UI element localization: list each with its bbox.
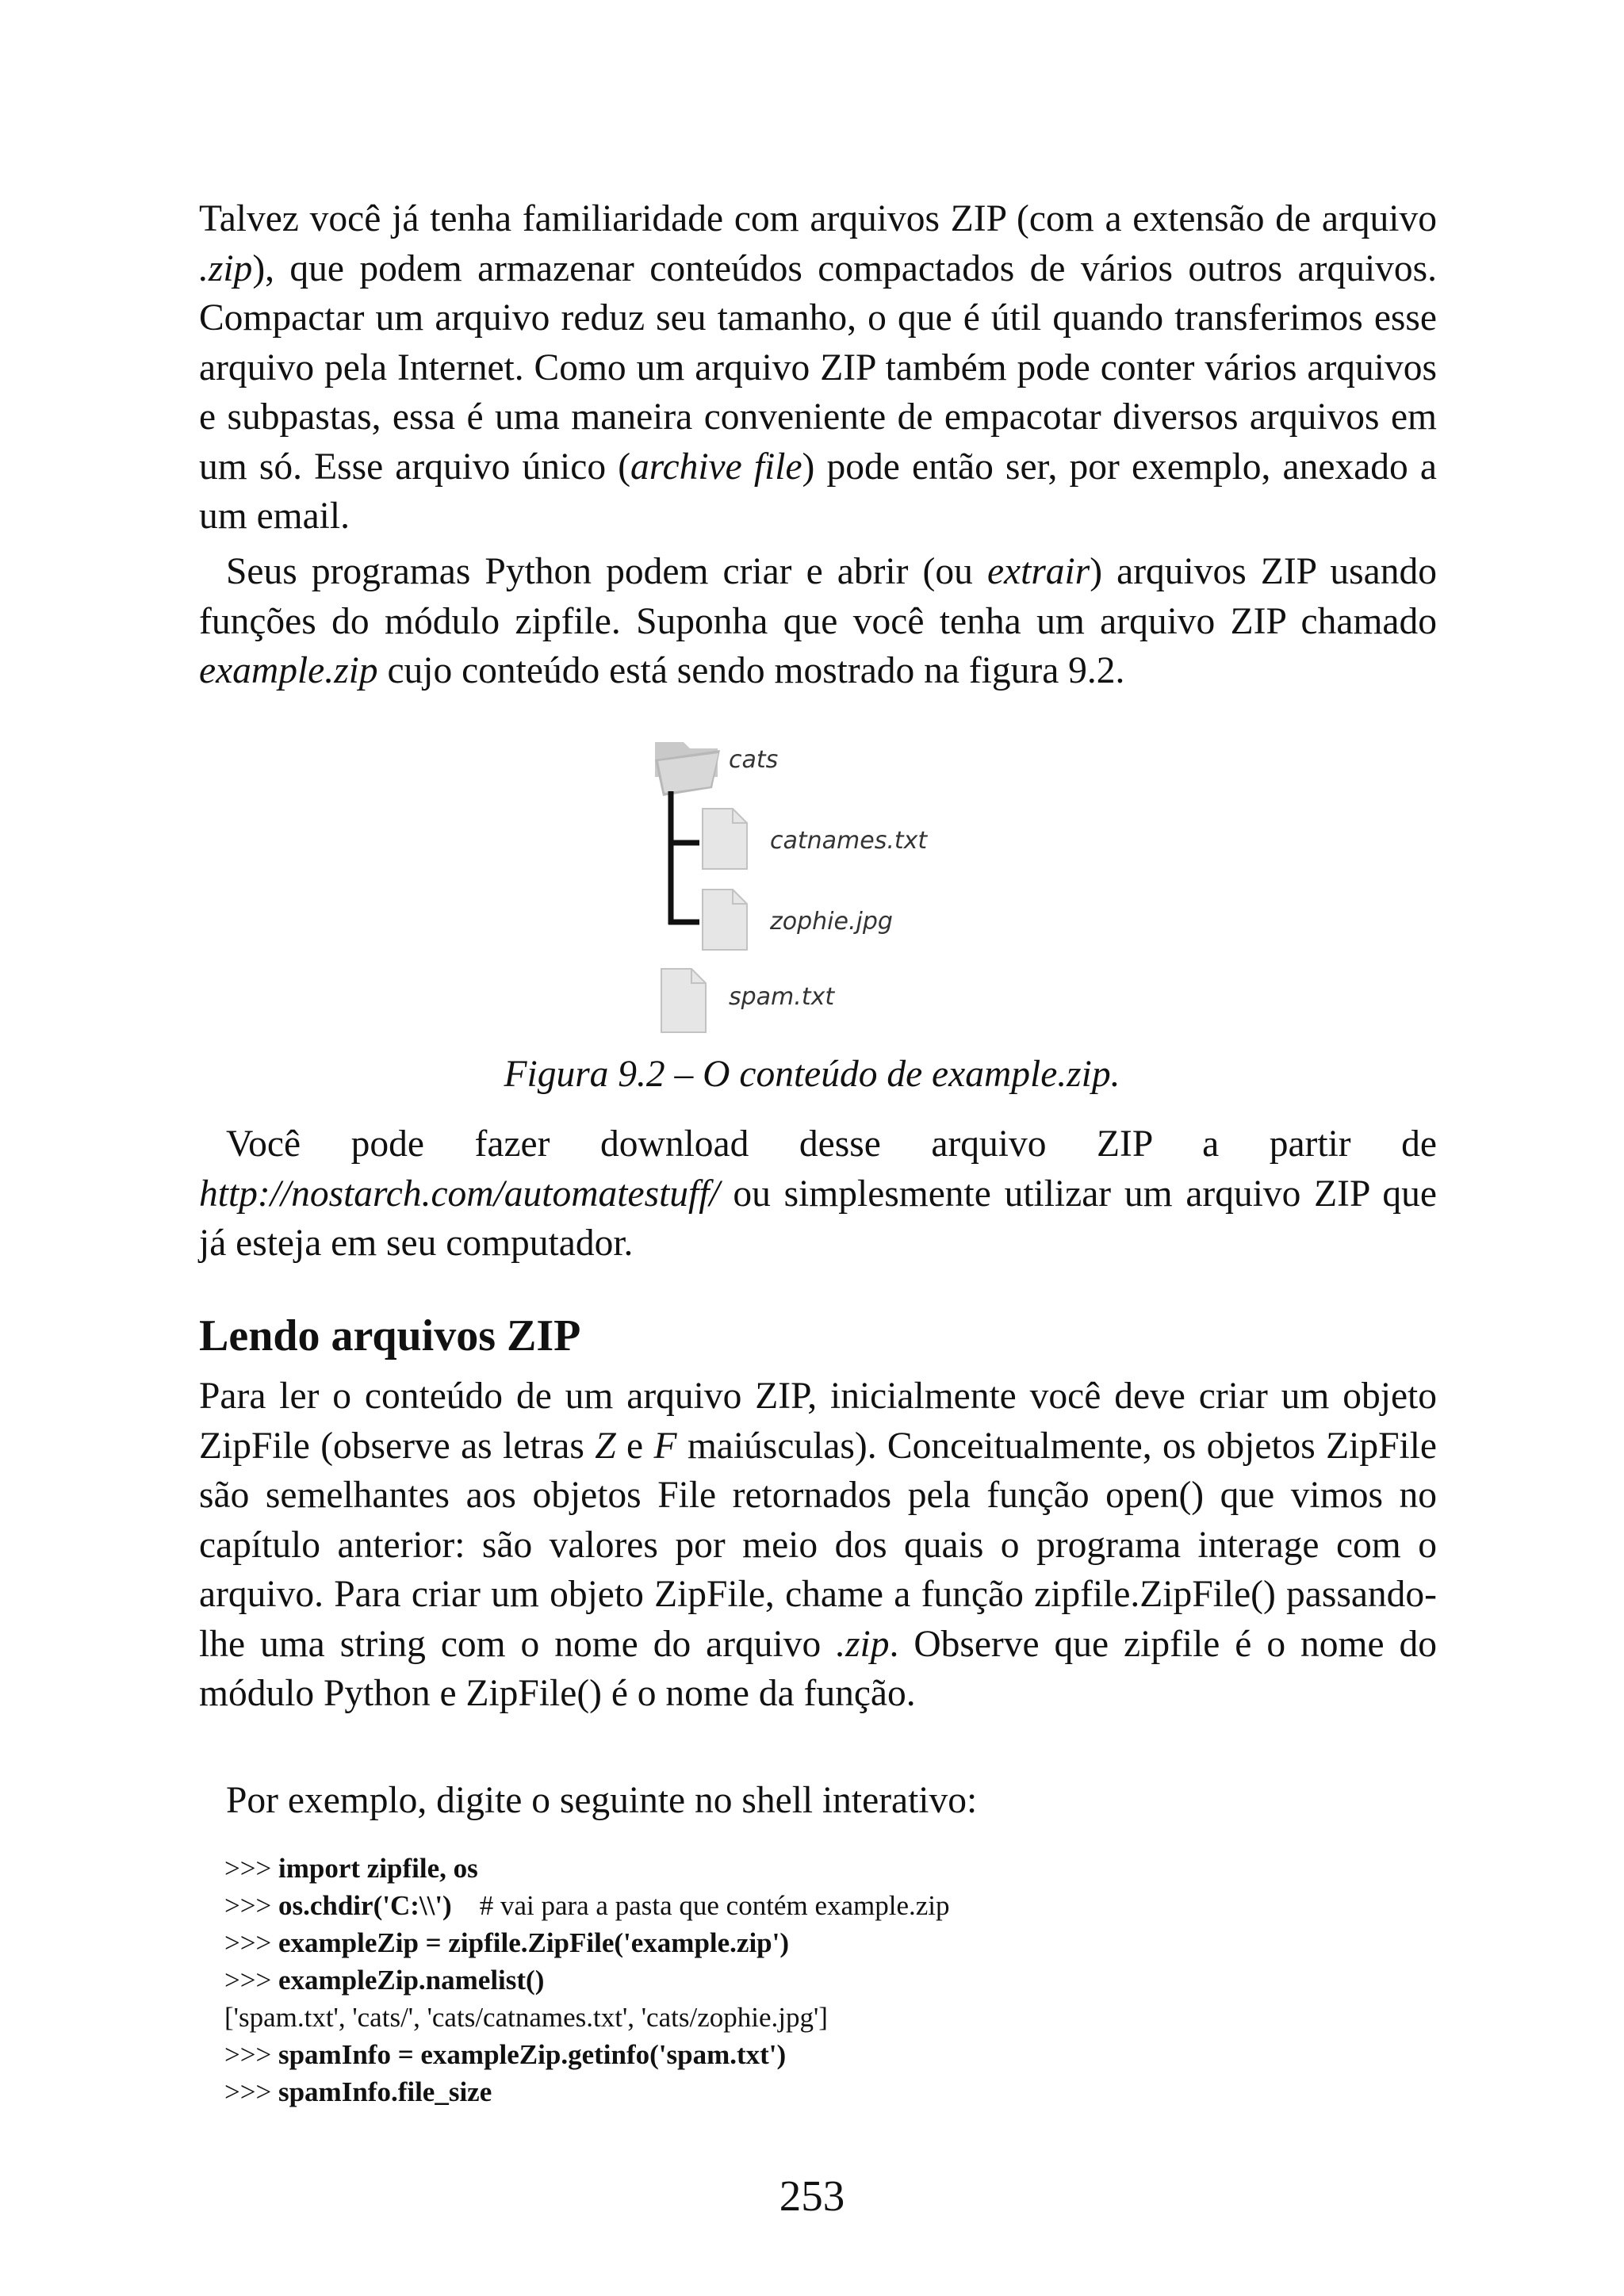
zip-tree-diagram (0, 721, 1624, 1039)
page-number: 253 (779, 2172, 845, 2220)
paragraph-zip-intro (199, 194, 1437, 541)
file-icon (661, 969, 706, 1032)
section-heading: Lendo arquivos ZIP (199, 1311, 581, 1360)
text-run: Talvez você já tenha familiaridade com arquivos ZIP (com a extensão de arquivo (199, 198, 1437, 239)
italic-text: .zip (836, 1623, 890, 1665)
folder-icon (655, 742, 720, 796)
text-run: e (615, 1425, 654, 1467)
text-run: ) pode então ser, por exemplo, anexado a um email. (199, 446, 1438, 537)
italic-text: Z (595, 1425, 616, 1467)
code-input: spamInfo = exampleZip.getinfo('spam.txt') (278, 2039, 787, 2070)
text-run: Seus programas Python podem criar e abrir (ou (226, 551, 987, 592)
code-line (224, 2036, 950, 2073)
text-run: ou simplesmente utilizar um arquivo ZIP que já esteja em seu computador. (199, 1173, 1437, 1264)
code-text: # vai para a pasta que contém example.zip (451, 1890, 950, 1921)
code-text: >>> (224, 1965, 278, 1996)
file-icon (703, 809, 747, 869)
code-input: os.chdir('C:\\') (278, 1890, 452, 1921)
italic-text: F (653, 1425, 677, 1467)
text-run: Para ler o conteúdo de um arquivo ZIP, inicialmente você deve criar um objeto ZipFile (observe as letras (199, 1376, 1437, 1467)
code-input: exampleZip.namelist() (278, 1965, 545, 1996)
file-icon (703, 890, 747, 950)
code-text: >>> (224, 1853, 278, 1884)
folder-label-cats: cats (729, 746, 779, 774)
code-input: spamInfo.file_size (278, 2076, 492, 2107)
code-text: >>> (224, 1890, 278, 1921)
code-block (224, 1850, 950, 2110)
italic-text: archive file (630, 446, 802, 488)
text-run: ) arquivos ZIP usando funções do módulo zipfile. Suponha que você tenha um arquivo ZIP chamado (199, 551, 1437, 642)
paragraph-zipfile-module (199, 547, 1437, 696)
text-run: ), que podem armazenar conteúdos compactados de vários outros arquivos. Compactar um arquivo reduz seu tamanho, o que é útil quando transferimos esse arquivo pela Internet. Como um arquivo ZIP também pode conter vários arquivos e subpastas, essa é uma maneira conveniente de empacotar diversos arquivos em um só. Esse arquivo único ( (199, 247, 1437, 488)
paragraph-download (199, 1119, 1437, 1269)
figure-caption: Figura 9.2 – O conteúdo de example.zip. (504, 1054, 1120, 1095)
code-line (224, 1924, 950, 1961)
code-line (224, 1850, 950, 1887)
code-text: ['spam.txt', 'cats/', 'cats/catnames.txt', 'cats/zophie.jpg'] (224, 2002, 828, 2033)
tree-connector (668, 791, 699, 924)
italic-text: .zip (199, 247, 253, 289)
paragraph-zipfile-object (199, 1372, 1437, 1719)
code-line (224, 1887, 950, 1924)
code-line (224, 2073, 950, 2110)
code-line (224, 1999, 950, 2036)
file-label-zophie: zophie.jpg (770, 908, 893, 936)
text-run: maiúsculas). Conceitualmente, os objetos ZipFile são semelhantes aos objetos File retornados pela função open() que vimos no capítulo anterior: são valores por meio dos quais o programa interage com o arquivo. Para criar um objeto ZipFile, chame a função zipfile.ZipFile() passando-lhe uma string com o nome do arquivo (199, 1425, 1437, 1665)
text-run: Por exemplo, digite o seguinte no shell interativo: (226, 1780, 978, 1821)
italic-text: http://nostarch.com/automatestuff/ (199, 1173, 720, 1215)
paragraph-example-intro (199, 1776, 1437, 1826)
italic-text: example.zip (199, 650, 378, 691)
code-text: >>> (224, 2039, 278, 2070)
text-run: Você pode fazer download desse arquivo ZIP a partir de (226, 1123, 1437, 1165)
code-line (224, 1961, 950, 1999)
text-run: . Observe que zipfile é o nome do módulo Python e ZipFile() é o nome da função. (199, 1623, 1437, 1714)
text-run: cujo conteúdo está sendo mostrado na figura 9.2. (377, 650, 1125, 691)
file-label-catnames: catnames.txt (770, 827, 928, 855)
file-label-spam: spam.txt (729, 983, 835, 1011)
italic-text: extrair (986, 551, 1090, 592)
code-input: exampleZip = zipfile.ZipFile('example.zip') (278, 1927, 790, 1958)
code-text: >>> (224, 2076, 278, 2107)
code-text: >>> (224, 1927, 278, 1958)
code-input: import zipfile, os (278, 1853, 478, 1884)
